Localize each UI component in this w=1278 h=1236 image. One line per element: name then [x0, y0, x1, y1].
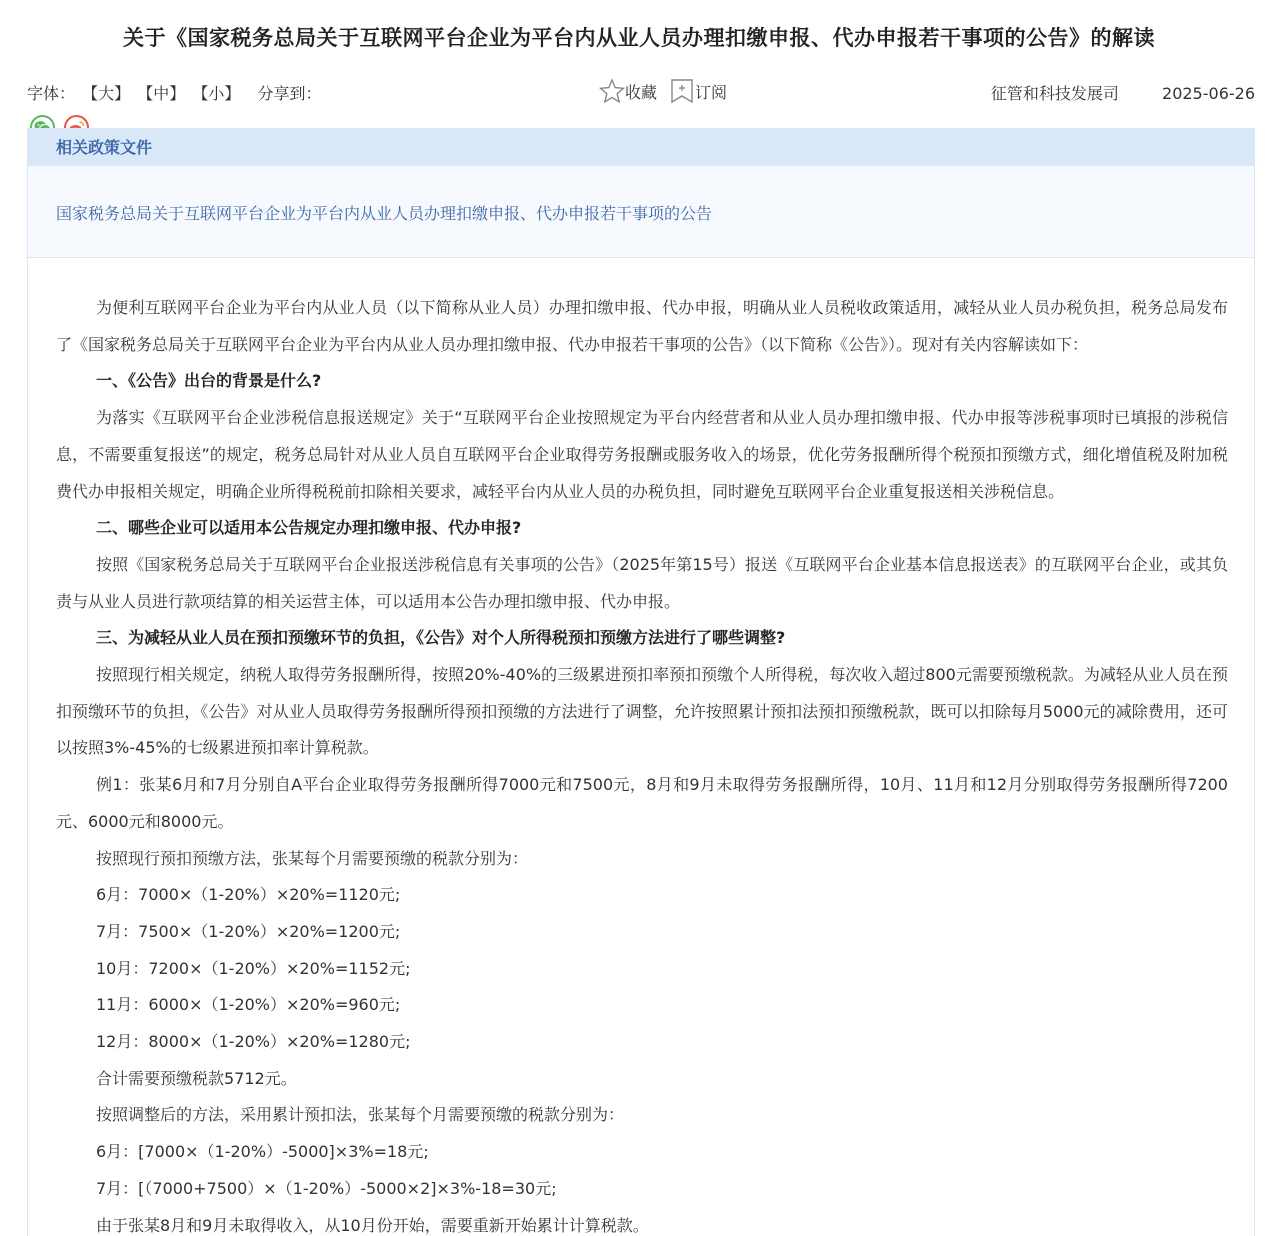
article-paragraph: 为落实《互联网平台企业涉税信息报送规定》关于“互联网平台企业按照规定为平台内经营者和从业人员办理扣缴申报、代办申报等涉税事项时已填报的涉税信息，不需要重复报送”的规定，税务总局针对从业人员自互联网平台企业取得劳务报酬或服务收入的场景，优化劳务报酬所得个税预扣预缴方式，细化增值税及附加税费代办申报相关规定，明确企业所得税税前扣除相关要求，减轻平台内从业人员的办税负担，同时避免互联网平台企业重复报送相关涉税信息。	[56, 408, 1228, 501]
font-size-controls	[27, 81, 323, 104]
related-policy-box	[27, 128, 1255, 258]
publish-date: 2025-06-26	[1162, 84, 1255, 103]
subscribe-icon	[669, 78, 695, 104]
subscribe-button[interactable]	[669, 78, 727, 104]
article-paragraph: 12月：8000×（1-20%）×20%=1280元;	[96, 1032, 411, 1052]
article-paragraph: 7月：[（7000+7500）×（1-20%）-5000×2]×3%-18=30元;	[96, 1178, 557, 1198]
article-paragraph: 10月：7200×（1-20%）×20%=1152元;	[96, 958, 411, 978]
share-label: 分享到：	[257, 84, 322, 103]
section-heading: 二、哪些企业可以适用本公告规定办理扣缴申报、代办申报?	[96, 518, 522, 538]
subscribe-label: 订阅	[695, 82, 728, 102]
department: 征管和科技发展司	[990, 84, 1119, 103]
article-paragraph: 按照调整后的方法，采用累计预扣法，张某每个月需要预缴的税款分别为：	[96, 1105, 625, 1125]
related-policy-link[interactable]: 国家税务总局关于互联网平台企业为平台内从业人员办理扣缴申报、代办申报若干事项的公告	[56, 204, 713, 223]
meta-bar	[27, 78, 1255, 106]
article-paragraph: 按照现行预扣预缴方法，张某每个月需要预缴的税款分别为：	[96, 848, 529, 868]
page-title: 关于《国家税务总局关于互联网平台企业为平台内从业人员办理扣缴申报、代办申报若干事项的公告》的解读	[123, 26, 1155, 50]
article-paragraph: 7月：7500×（1-20%）×20%=1200元;	[96, 921, 401, 941]
favorite-label: 收藏	[625, 82, 658, 102]
article-paragraph: 由于张某8月和9月未取得收入，从10月份开始，需要重新开始累计计算税款。	[96, 1215, 649, 1235]
article-paragraph: 按照现行相关规定，纳税人取得劳务报酬所得，按照20%-40%的三级累进预扣率预扣预缴个人所得税，每次收入超过800元需要预缴税款。为减轻从业人员在预扣预缴环节的负担，《公告》对从业人员取得劳务报酬所得预扣预缴的方法进行了调整，允许按照累计预扣法预扣预缴税款，既可以扣除每月5000元的减除费用，还可以按照3%-45%的七级累进预扣率计算税款。	[56, 665, 1228, 758]
article-paragraph: 合计需要预缴税款5712元。	[96, 1068, 297, 1088]
font-large-button[interactable]: 【大】	[82, 84, 131, 103]
article-paragraph: 例1：张某6月和7月分别自A平台企业取得劳务报酬所得7000元和7500元，8月和9月未取得劳务报酬所得，10月、11月和12月分别取得劳务报酬所得7200元、6000元和8000元。	[56, 775, 1228, 831]
article-paragraph: 为便利互联网平台企业为平台内从业人员（以下简称从业人员）办理扣缴申报、代办申报，明确从业人员税收政策适用，减轻从业人员办税负担，税务总局发布了《国家税务总局关于互联网平台企业为平台内从业人员办理扣缴申报、代办申报若干事项的公告》（以下简称《公告》）。现对有关内容解读如下：	[56, 298, 1228, 354]
article-content	[56, 290, 1228, 1236]
publish-info	[991, 81, 1255, 104]
star-icon	[599, 78, 625, 104]
related-policy-header: 相关政策文件	[28, 129, 1254, 166]
font-size-label: 字体：	[27, 84, 76, 103]
article-body	[27, 258, 1255, 1236]
article-paragraph: 11月：6000×（1-20%）×20%=960元;	[96, 995, 401, 1015]
article-paragraph: 按照《国家税务总局关于互联网平台企业报送涉税信息有关事项的公告》（2025年第15号）报送《互联网平台企业基本信息报送表》的互联网平台企业，或其负责与从业人员进行款项结算的相关运营主体，可以适用本公告办理扣缴申报、代办申报。	[56, 554, 1228, 611]
font-small-button[interactable]: 【小】	[192, 84, 241, 103]
font-medium-button[interactable]: 【中】	[137, 84, 186, 103]
action-buttons	[599, 78, 739, 104]
favorite-button[interactable]	[599, 78, 657, 104]
article-paragraph: 6月：[7000×（1-20%）-5000]×3%=18元;	[96, 1142, 429, 1162]
article-paragraph: 6月：7000×（1-20%）×20%=1120元;	[96, 885, 401, 905]
section-heading: 一、《公告》出台的背景是什么?	[96, 371, 322, 391]
section-heading: 三、为减轻从业人员在预扣预缴环节的负担，《公告》对个人所得税预扣预缴方法进行了哪些调整?	[96, 628, 786, 648]
